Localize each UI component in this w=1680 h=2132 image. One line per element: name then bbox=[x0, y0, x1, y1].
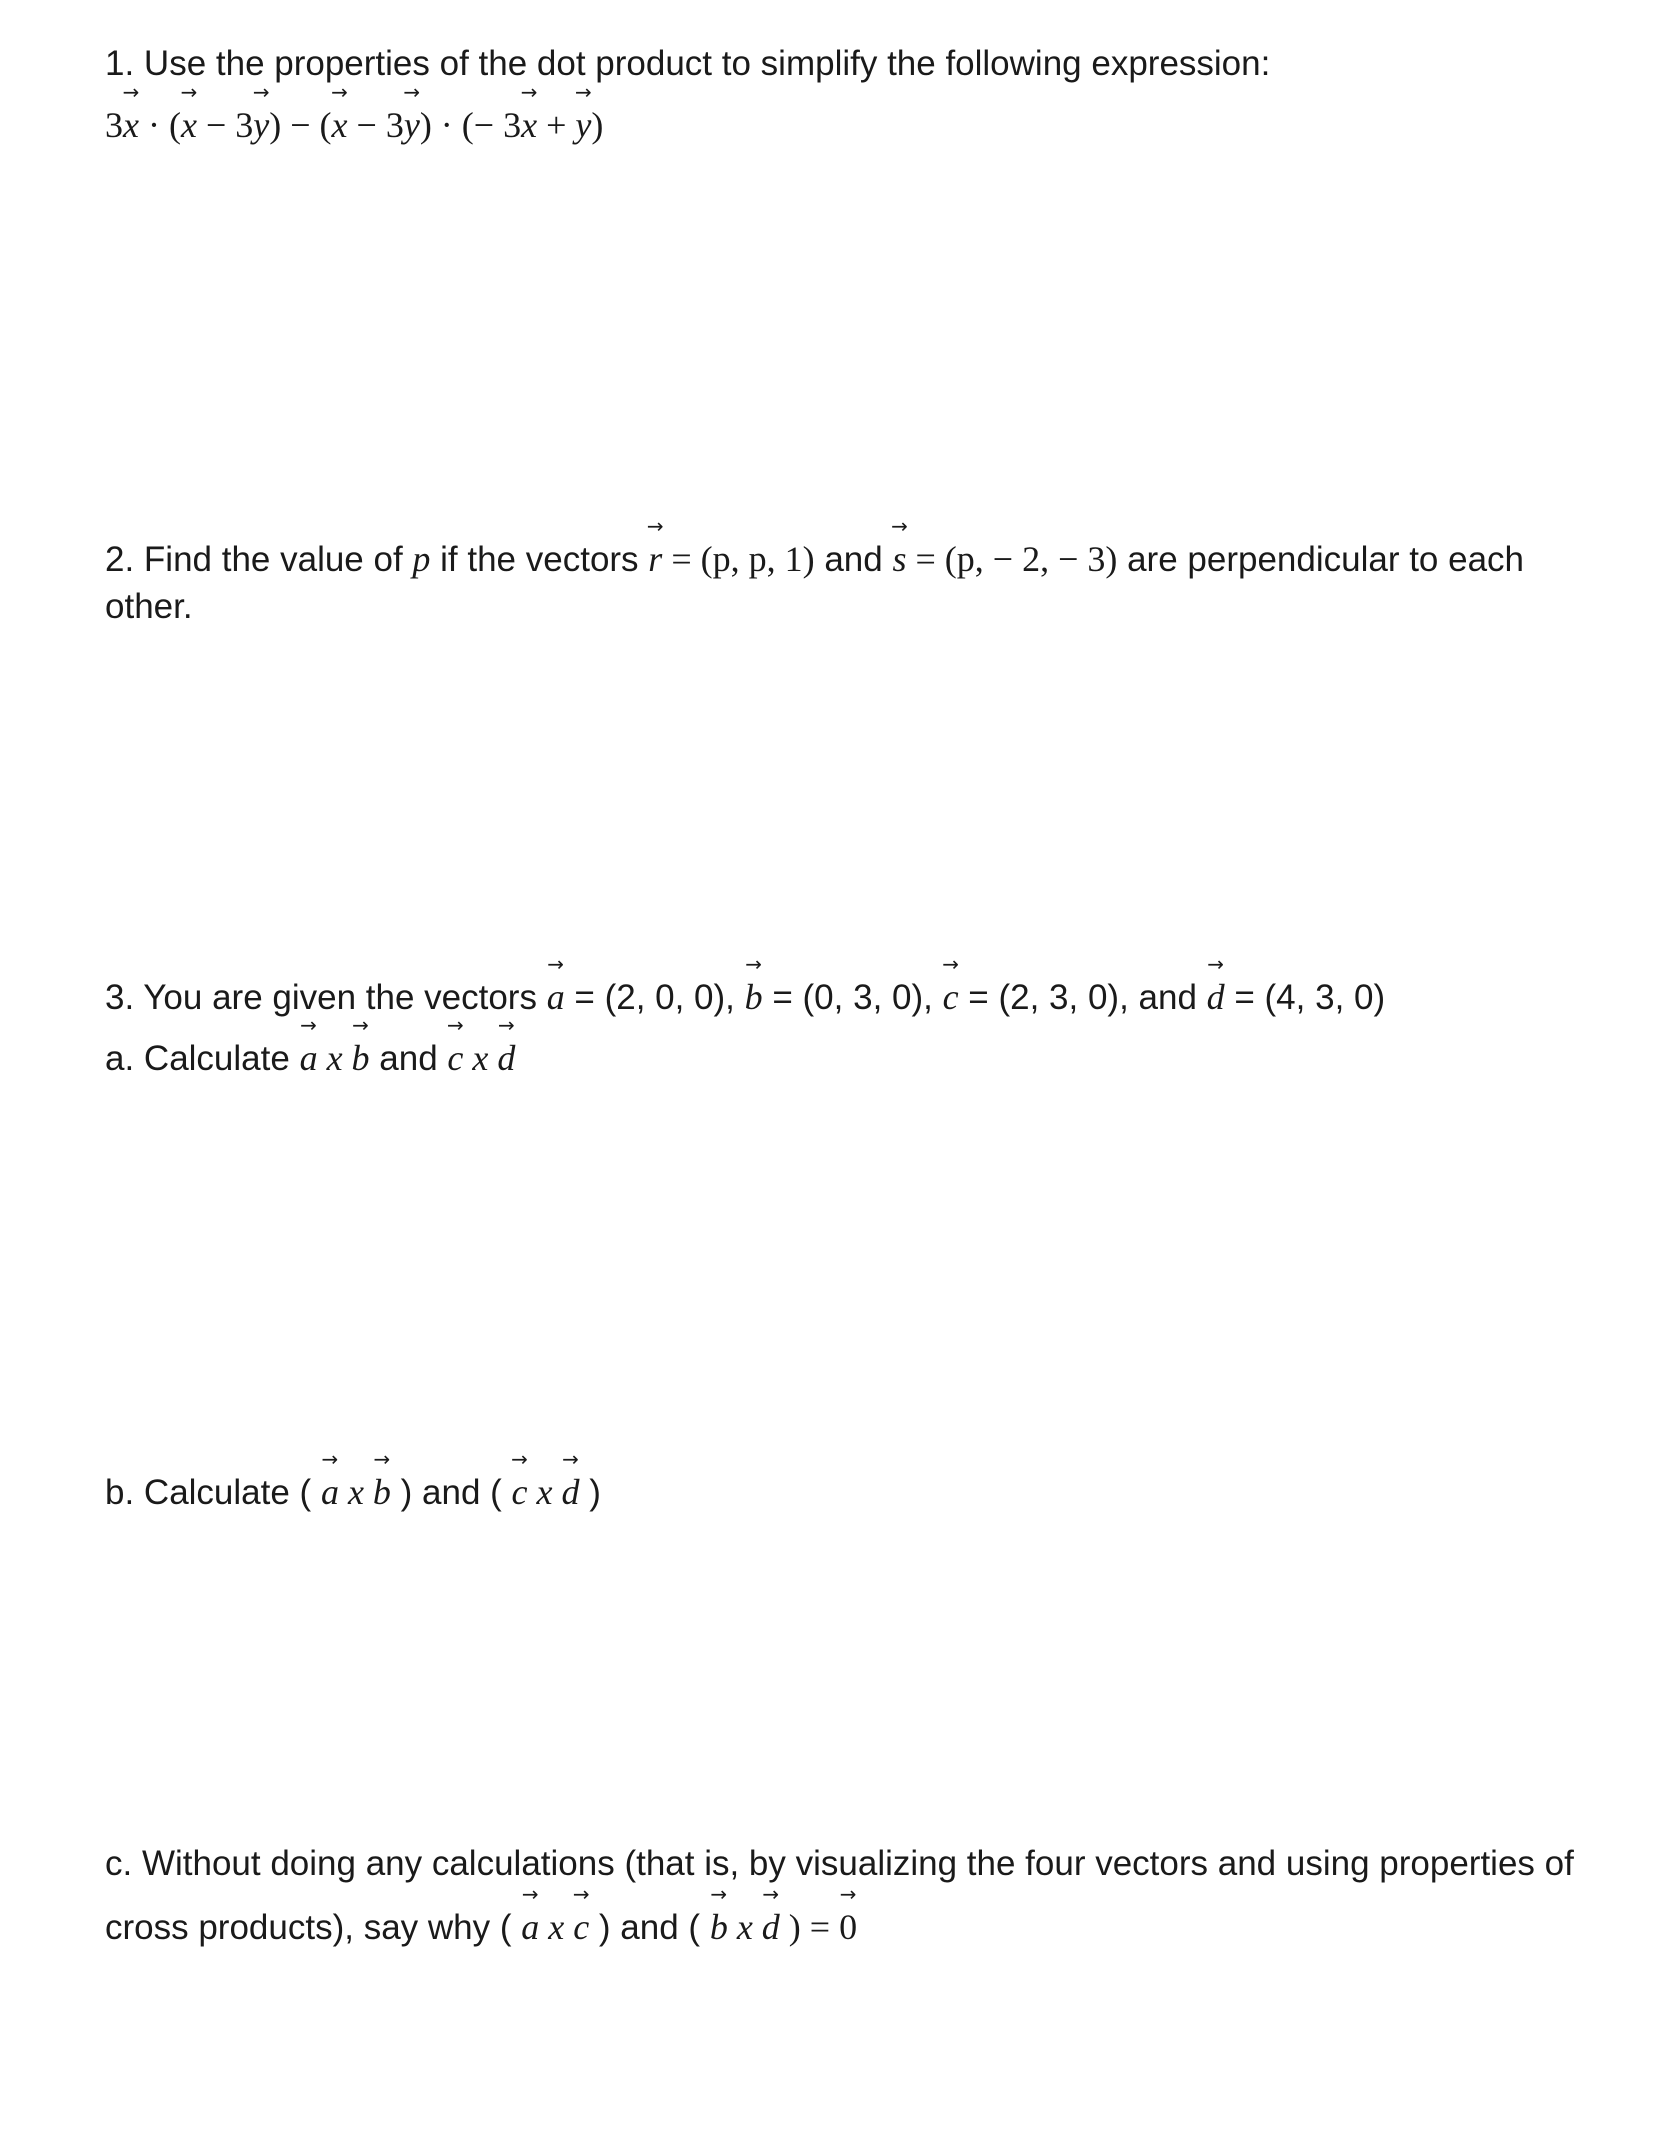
vector-s-value: = (p, − 2, − 3) bbox=[906, 539, 1118, 579]
vector-b-value: = (0, 3, 0), bbox=[762, 978, 943, 1017]
vector-x: → x bbox=[181, 103, 197, 147]
vector-x: → x bbox=[332, 103, 348, 147]
question-3-intro bbox=[105, 975, 1385, 1020]
vector-a-value: = (2, 0, 0), bbox=[564, 978, 745, 1017]
variable-p: p bbox=[412, 539, 431, 579]
expr-part: · ( bbox=[138, 105, 181, 145]
vector-b: → b bbox=[710, 1905, 728, 1949]
cross-symbol: x bbox=[338, 1472, 373, 1512]
q3c-text: cross products), say why ( bbox=[105, 1908, 522, 1947]
vector-s: → s bbox=[892, 537, 906, 581]
vector-c: → c bbox=[512, 1470, 528, 1514]
vector-c: → c bbox=[573, 1905, 589, 1949]
vector-d: → d bbox=[497, 1036, 515, 1080]
vector-d: → d bbox=[1207, 975, 1225, 1019]
q2-text: if the vectors bbox=[430, 540, 649, 579]
vector-b: → b bbox=[352, 1036, 370, 1080]
vector-r: → r bbox=[648, 537, 662, 581]
question-3a bbox=[105, 1036, 515, 1081]
vector-x: → x bbox=[521, 103, 537, 147]
q2-text: 2. Find the value of bbox=[105, 540, 413, 579]
vector-c-value: = (2, 3, 0), and bbox=[958, 978, 1207, 1017]
q3b-and: ) and ( bbox=[390, 1473, 512, 1512]
q3c-and: ) and ( bbox=[589, 1908, 710, 1947]
zero-vector: → 0 bbox=[839, 1905, 857, 1949]
vector-b: → b bbox=[745, 975, 763, 1019]
vector-y: → y bbox=[575, 103, 591, 147]
vector-a: → a bbox=[547, 975, 565, 1019]
expr-part: ) · (− 3 bbox=[419, 105, 522, 145]
q3a-and: and bbox=[369, 1039, 448, 1078]
vector-y: → y bbox=[253, 103, 269, 147]
cross-symbol: x bbox=[317, 1038, 352, 1078]
cross-symbol: x bbox=[539, 1907, 574, 1947]
q2-text: and bbox=[814, 540, 893, 579]
cross-symbol: x bbox=[727, 1907, 762, 1947]
vector-d: → d bbox=[762, 1905, 780, 1949]
expr-part: ) − ( bbox=[269, 105, 332, 145]
vector-b: → b bbox=[373, 1470, 391, 1514]
vector-a: → a bbox=[521, 1905, 539, 1949]
expr-part: ) bbox=[591, 105, 604, 145]
q3a-text: a. Calculate bbox=[105, 1039, 300, 1078]
q2-text: are perpendicular to each bbox=[1117, 540, 1525, 579]
q3b-end: ) bbox=[579, 1473, 601, 1512]
question-3c-line-2 bbox=[105, 1905, 857, 1950]
vector-c: → c bbox=[943, 975, 959, 1019]
question-3b bbox=[105, 1470, 601, 1515]
vector-d-value: = (4, 3, 0) bbox=[1224, 978, 1386, 1017]
vector-x: → x bbox=[123, 103, 139, 147]
vector-a: → a bbox=[300, 1036, 318, 1080]
expr-part: − 3 bbox=[347, 105, 404, 145]
question-1-text: 1. Use the properties of the dot product to simplify the following expression: bbox=[105, 44, 1271, 83]
q3-text: 3. You are given the vectors bbox=[105, 978, 547, 1017]
question-1-expression bbox=[105, 103, 603, 148]
vector-d: → d bbox=[562, 1470, 580, 1514]
vector-c: → c bbox=[447, 1036, 463, 1080]
q3b-text: b. Calculate ( bbox=[105, 1473, 321, 1512]
question-2-line-1 bbox=[105, 537, 1524, 582]
expr-part: − 3 bbox=[196, 105, 254, 145]
cross-symbol: x bbox=[527, 1472, 562, 1512]
expr-part: 3 bbox=[105, 105, 123, 145]
equals-sign: ) = bbox=[779, 1907, 840, 1947]
question-3c-line-1: c. Without doing any calculations (that is, by visualizing the four vectors and using properties of bbox=[105, 1844, 1574, 1883]
vector-a: → a bbox=[321, 1470, 339, 1514]
expr-part: + bbox=[537, 105, 576, 145]
cross-symbol: x bbox=[463, 1038, 498, 1078]
question-2-line-2: other. bbox=[105, 587, 193, 626]
vector-y: → y bbox=[404, 103, 420, 147]
vector-r-value: = (p, p, 1) bbox=[662, 539, 815, 579]
